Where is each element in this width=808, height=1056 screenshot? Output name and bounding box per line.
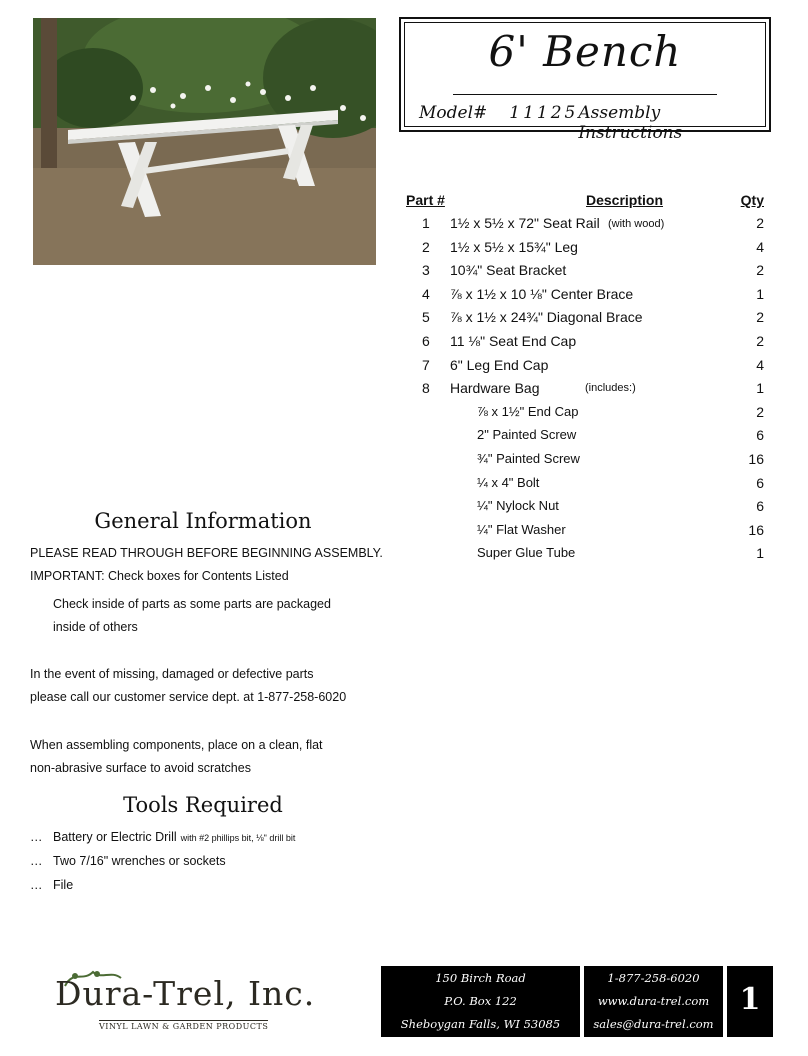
hardware-qty: 6 [756, 427, 764, 444]
logo-tagline: VINYL LAWN & GARDEN PRODUCTS [99, 1022, 269, 1031]
part-qty: 4 [756, 238, 764, 255]
table-row [400, 259, 770, 283]
title-divider [453, 94, 717, 95]
part-note: (with wood) [608, 218, 665, 230]
hardware-qty: 16 [748, 521, 764, 538]
bullet: … [30, 878, 43, 892]
table-row [400, 306, 770, 330]
part-number: 4 [422, 285, 430, 302]
part-description: 6" Leg End Cap [450, 356, 549, 373]
parts-table-header [400, 190, 770, 212]
general-info-line: IMPORTANT: Check boxes for Contents Listed [30, 569, 289, 583]
tool-text: Two 7/16" wrenches or sockets [53, 854, 226, 868]
email-link[interactable]: sales@dura-trel.com [593, 1017, 714, 1031]
general-info-line: inside of others [53, 620, 138, 634]
part-description: ⅞ x 1½ x 10 ⅛" Center Brace [450, 285, 634, 302]
model-number: 11125 [509, 103, 579, 123]
model-label: Model# [419, 103, 488, 123]
part-number: 7 [422, 356, 430, 373]
general-info-line: Check inside of parts as some parts are packaged [53, 597, 331, 611]
col-header-qty: Qty [740, 192, 764, 208]
part-number: 2 [422, 238, 430, 255]
part-note: (includes:) [585, 382, 636, 395]
general-info-line: non-abrasive surface to avoid scratches [30, 761, 251, 775]
contact-box [584, 966, 723, 1037]
table-row [400, 377, 770, 401]
address-line: 150 Birch Road [435, 971, 526, 985]
part-description: 1½ x 5½ x 15¾" Leg [450, 238, 578, 255]
tool-item [30, 830, 295, 844]
page-number-box [727, 966, 773, 1037]
tool-item [30, 854, 226, 868]
hardware-description: ¼ x 4" Bolt [477, 474, 540, 490]
bullet: … [30, 830, 43, 844]
hardware-qty: 2 [756, 403, 764, 420]
part-number: 3 [422, 262, 430, 279]
table-row [400, 354, 770, 378]
model-row [419, 103, 755, 143]
tools-title: Tools Required [123, 793, 283, 817]
hardware-description: ¼" Flat Washer [477, 521, 566, 537]
table-row [400, 212, 770, 236]
tool-item [30, 878, 73, 892]
hardware-description: ¾" Painted Screw [477, 450, 580, 466]
phone-number: 1-877-258-6020 [607, 971, 700, 985]
hardware-qty: 6 [756, 474, 764, 491]
general-info-line: When assembling components, place on a clean, flat [30, 738, 323, 752]
part-description: 10¾" Seat Bracket [450, 262, 567, 279]
hardware-description: ¼" Nylock Nut [477, 498, 559, 514]
title-box [399, 17, 771, 143]
general-info-line: please call our customer service dept. at 1-877-258-6020 [30, 690, 347, 704]
parts-table [400, 190, 770, 566]
hardware-row [400, 448, 770, 472]
part-description: 1½ x 5½ x 72" Seat Rail [450, 215, 600, 231]
address-box [381, 966, 580, 1037]
address-line: Sheboygan Falls, WI 53085 [400, 1017, 561, 1031]
part-qty: 4 [756, 356, 764, 373]
part-qty: 2 [756, 262, 764, 279]
part-description: ⅞ x 1½ x 24¾" Diagonal Brace [450, 309, 643, 326]
product-title: 6' Bench [488, 27, 682, 76]
tool-text: File [53, 878, 74, 892]
hardware-row [400, 424, 770, 448]
hardware-qty: 1 [756, 545, 764, 562]
hardware-description: 2" Painted Screw [477, 427, 577, 443]
address-line: P.O. Box 122 [444, 994, 517, 1008]
hardware-row [400, 401, 770, 425]
tool-note: with #2 phillips bit, ⅛" drill bit [180, 833, 296, 843]
part-qty: 2 [756, 309, 764, 326]
logo-text: Dura-Trel, Inc. [55, 974, 316, 1013]
table-row [400, 283, 770, 307]
part-number: 1 [422, 215, 430, 231]
website-link[interactable]: www.dura-trel.com [597, 994, 710, 1008]
hardware-row [400, 472, 770, 496]
hardware-description: Super Glue Tube [477, 545, 576, 561]
document-subtitle: Assembly Instructions [578, 103, 683, 143]
part-description: 11 ⅛" Seat End Cap [450, 332, 577, 349]
hardware-row [400, 495, 770, 519]
part-number: 6 [422, 332, 430, 349]
table-row [400, 236, 770, 260]
hardware-qty: 16 [748, 450, 764, 467]
company-logo [55, 968, 316, 1034]
part-qty: 1 [756, 380, 764, 397]
col-header-part: Part # [406, 192, 445, 208]
title-box-inner [404, 22, 766, 143]
general-info-line: In the event of missing, damaged or defective parts [30, 667, 314, 681]
table-row [400, 330, 770, 354]
part-number: 8 [422, 380, 430, 397]
page-number: 1 [739, 982, 761, 1017]
tool-text: Battery or Electric Drill [53, 830, 177, 844]
general-info-line: PLEASE READ THROUGH BEFORE BEGINNING ASSEMBLY. [30, 546, 383, 560]
general-info-title: General Information [94, 509, 312, 533]
hardware-qty: 6 [756, 498, 764, 515]
hardware-description: ⅞ x 1½" End Cap [477, 403, 579, 419]
part-description: Hardware Bag [450, 380, 540, 397]
bullet: … [30, 854, 43, 868]
hardware-row [400, 519, 770, 543]
part-qty: 1 [756, 285, 764, 302]
part-number: 5 [422, 309, 430, 326]
part-qty: 2 [756, 332, 764, 349]
col-header-description: Description [586, 192, 664, 208]
part-qty: 2 [756, 215, 764, 231]
hardware-row [400, 542, 770, 566]
bench-photo [33, 18, 376, 265]
